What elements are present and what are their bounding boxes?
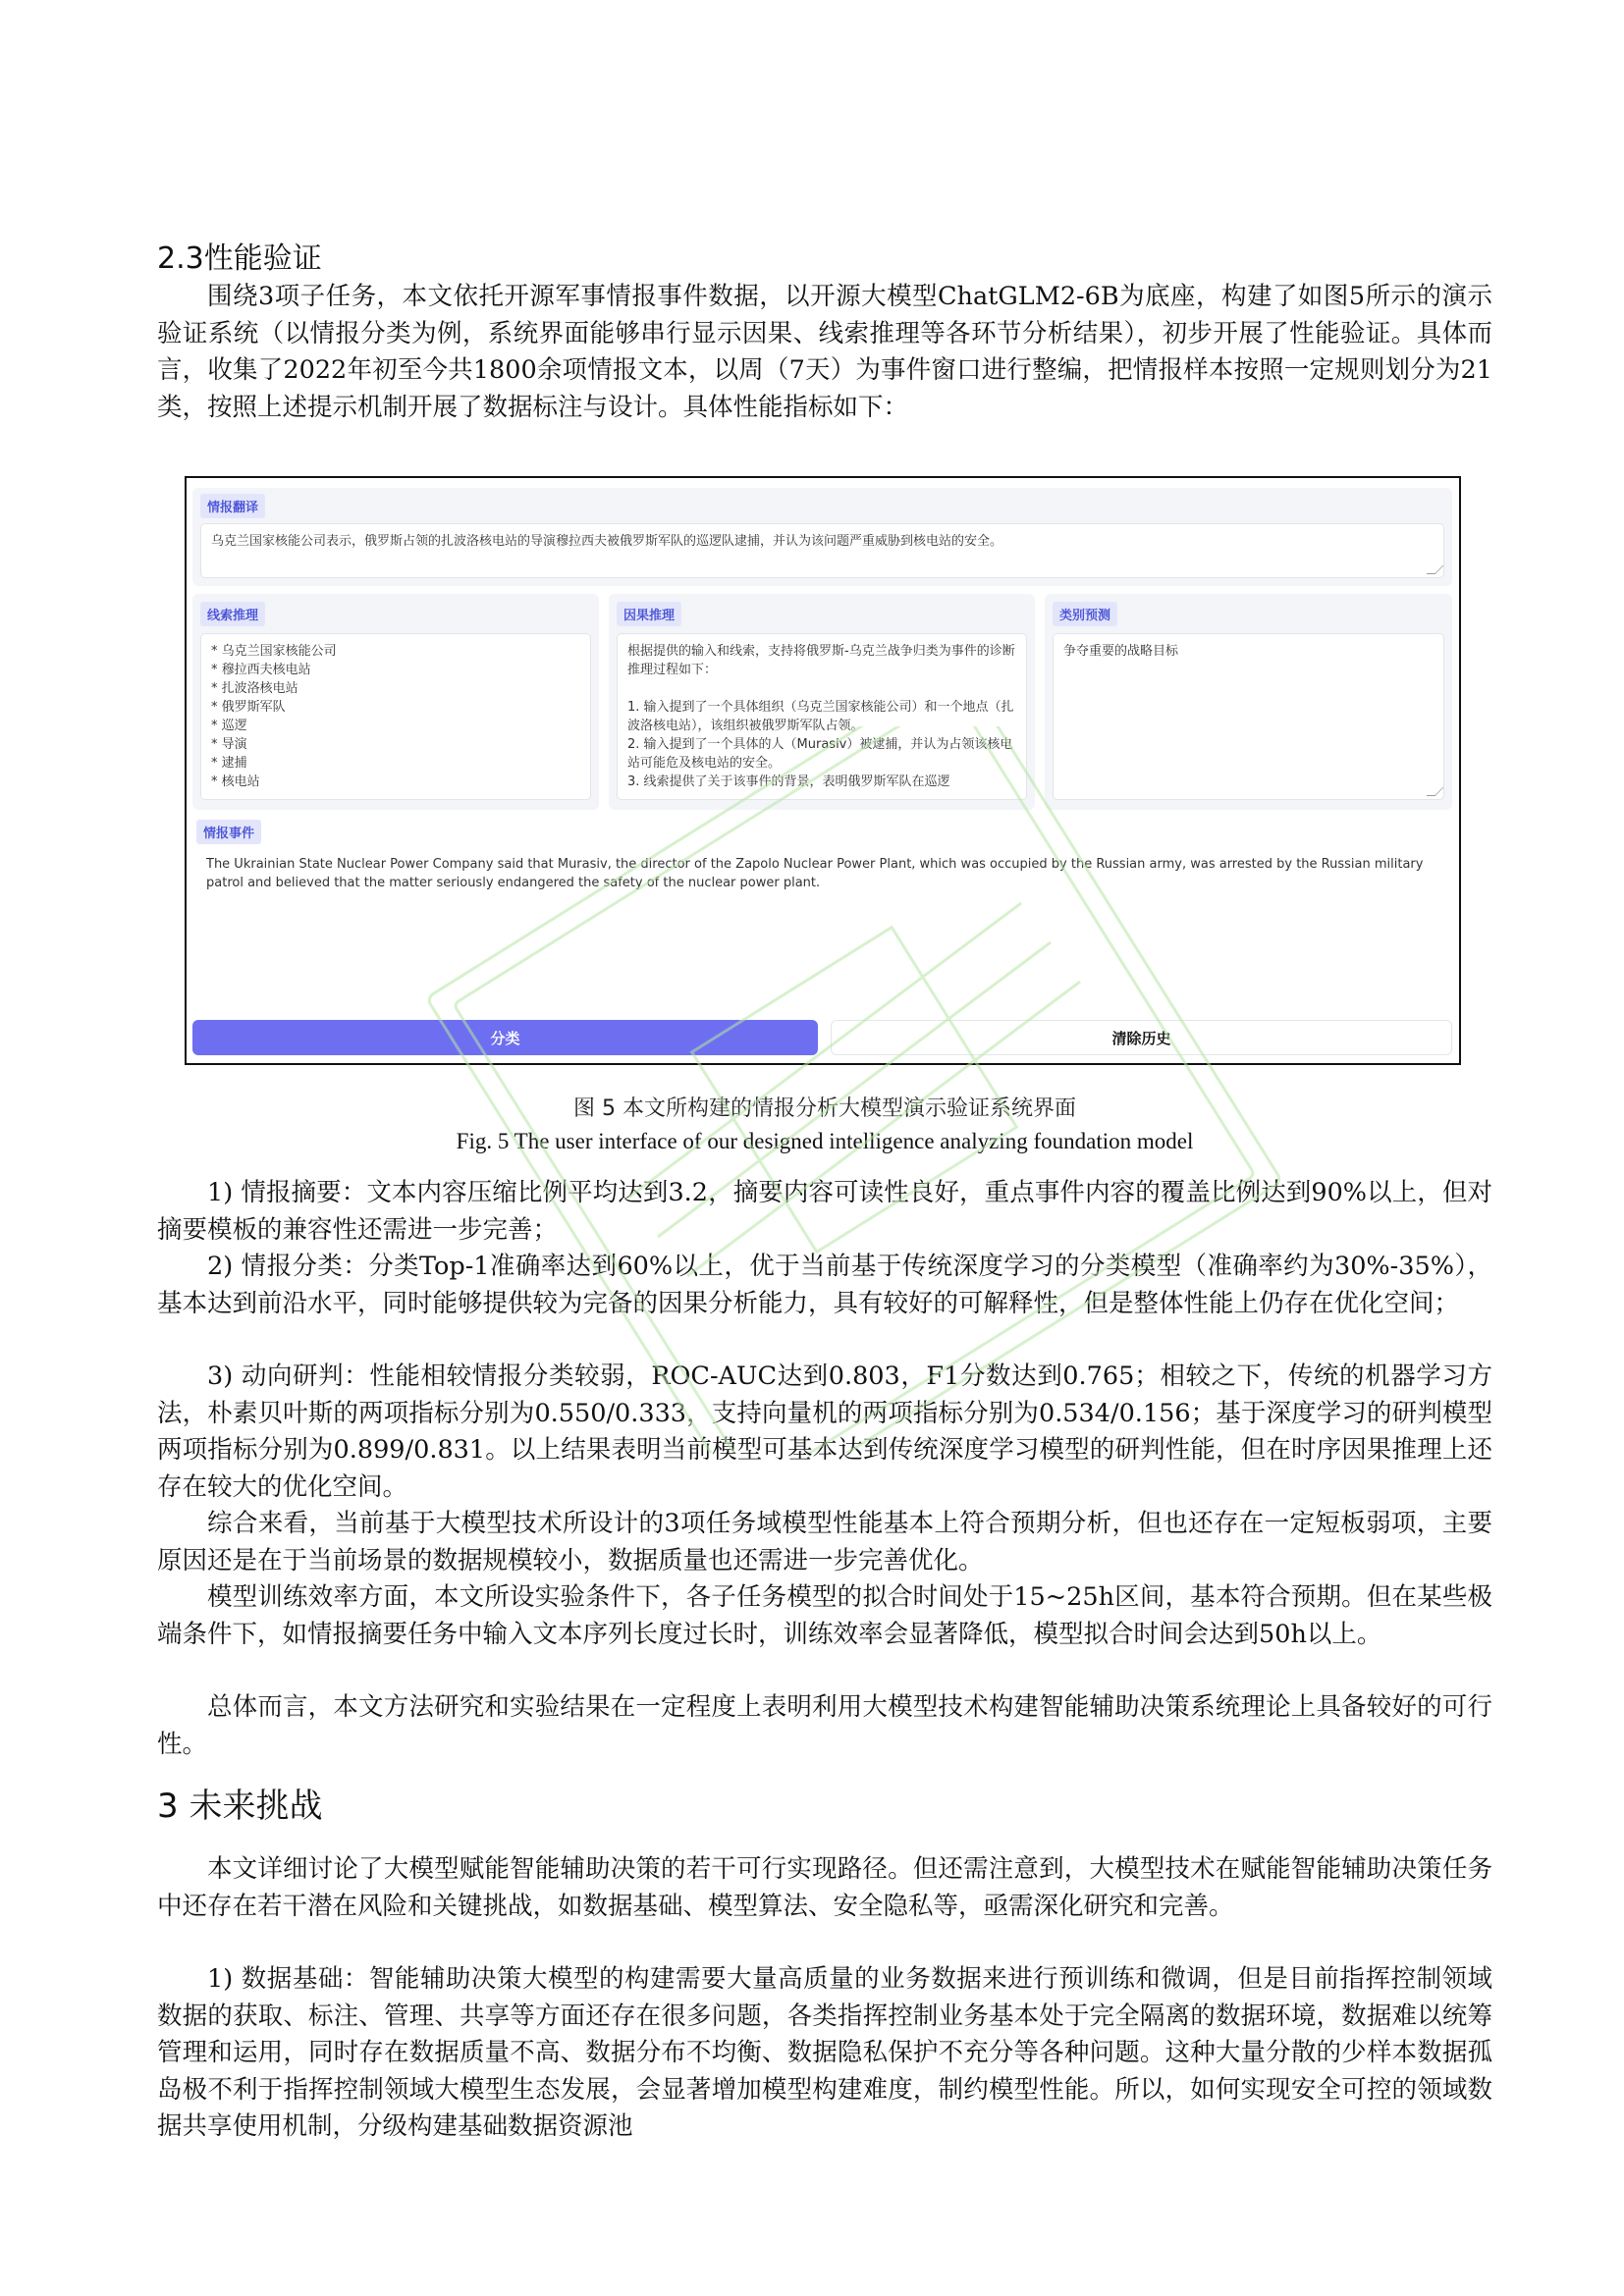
paragraph-data-foundation: 1) 数据基础：智能辅助决策大模型的构建需要大量高质量的业务数据来进行预训练和微调，但是目前指挥控制领域数据的获取、标注、管理、共享等方面还存在很多问题，各类指挥控制业务基本处于完全隔离的数据环境，数据难以统筹管理和运用，同时存在数据质量不高、数据分布不均衡、数据隐私保护不充分等各种问题。这种大量分散的少样本数据孤岛极不利于指挥控制领域大模型生态发展，会显著增加模型构建难度，制约模型性能。所以，如何实现安全可控的领域数据共享使用机制，分级构建基础数据资源池 — [157, 1964, 1492, 2141]
clue-item: * 核电站 — [211, 773, 580, 791]
paragraph-trend-result: 3) 动向研判：性能相较情报分类较弱，ROC-AUC达到0.803，F1分数达到0.765；相较之下，传统的机器学习方法，朴素贝叶斯的两项指标分别为0.550/0.333，支持向量机的两项指标分别为0.534/0.156；基于深度学习的研判模型两项指标分别为0.899/0.831。以上结果表明当前模型可基本达到传统深度学习模型的研判性能，但在时序因果推理上还存在较大的优化空间。 — [157, 1362, 1492, 1502]
paragraph-efficiency: 模型训练效率方面，本文所设实验条件下，各子任务模型的拟合时间处于15~25h区间，基本符合预期。但在某些极端条件下，如情报摘要任务中输入文本序列长度过长时，训练效率会显著降低，模型拟合时间会达到50h以上。 — [157, 1582, 1492, 1649]
figure-caption-zh: 图 5 本文所构建的情报分析大模型演示验证系统界面 — [573, 1096, 1076, 1121]
paragraph-overall: 综合来看，当前基于大模型技术所设计的3项任务域模型性能基本上符合预期分析，但也还存在一定短板弱项，主要原因还是在于当前场景的数据规模较小，数据质量也还需进一步完善优化。 — [157, 1509, 1492, 1575]
paragraph-summary-result: 1) 情报摘要：文本内容压缩比例平均达到3.2，摘要内容可读性良好，重点事件内容的覆盖比例达到90%以上，但对摘要模板的兼容性还需进一步完善； — [157, 1178, 1492, 1245]
clue-list — [211, 642, 580, 791]
cause-line: 1. 输入提到了一个具体组织（乌克兰国家核能公司）和一个地点（扎波洛核电站），该组织被俄罗斯军队占领。 — [627, 700, 1014, 733]
clue-tag: 线索推理 — [200, 602, 265, 626]
clue-panel — [192, 594, 599, 810]
clue-item: * 俄罗斯军队 — [211, 698, 580, 717]
clue-item: * 巡逻 — [211, 717, 580, 735]
clue-item: * 乌克兰国家核能公司 — [211, 642, 580, 661]
clue-item: * 穆拉西夫核电站 — [211, 661, 580, 679]
figure-caption-en: Fig. 5 The user interface of our designed intelligence analyzing foundation model — [456, 1129, 1194, 1153]
clue-item: * 逮捕 — [211, 754, 580, 773]
section-heading-performance: 2.3性能验证 — [157, 241, 322, 276]
translate-tag: 情报翻译 — [200, 494, 265, 518]
translate-output[interactable] — [200, 523, 1444, 578]
event-text: The Ukrainian State Nuclear Power Company said that Murasiv, the director of the Zapolo Nuclear Power Plant, which was occupied by the Russian army, was arrested by the Russian military patrol and believed that the matter seriously endangered the safety of the nuclear power plant. — [206, 857, 1424, 890]
classify-button[interactable]: 分类 — [192, 1020, 818, 1055]
translate-panel — [192, 488, 1452, 586]
paragraph-challenges-intro: 本文详细讨论了大模型赋能智能辅助决策的若干可行实现路径。但还需注意到，大模型技术在赋能智能辅助决策任务中还存在若干潜在风险和关键挑战，如数据基础、模型算法、安全隐私等，亟需深化研究和完善。 — [157, 1854, 1492, 1921]
cause-line: 3. 线索提供了关于该事件的背景，表明俄罗斯军队在巡逻 — [627, 774, 950, 789]
category-tag: 类别预测 — [1053, 602, 1117, 626]
category-text: 争夺重要的战略目标 — [1063, 644, 1179, 659]
paragraph-conclusion: 总体而言，本文方法研究和实验结果在一定程度上表明利用大模型技术构建智能辅助决策系统理论上具备较好的可行性。 — [157, 1692, 1492, 1759]
cause-line: 2. 输入提到了一个具体的人（Murasiv）被逮捕，并认为占领该核电站可能危及核电站的安全。 — [627, 737, 1013, 771]
event-input[interactable] — [196, 847, 1448, 1004]
resize-handle-icon[interactable] — [1427, 565, 1444, 574]
translate-text: 乌克兰国家核能公司表示，俄罗斯占领的扎波洛核电站的导演穆拉西夫被俄罗斯军队的巡逻队逮捕，并认为该问题严重威胁到核电站的安全。 — [211, 534, 1003, 549]
category-output[interactable] — [1053, 633, 1444, 800]
clue-item: * 扎波洛核电站 — [211, 679, 580, 698]
cause-line: 根据提供的输入和线索，支持将俄罗斯-乌克兰战争归类为事件的诊断推理过程如下： — [627, 644, 1015, 677]
clear-history-button[interactable]: 清除历史 — [831, 1020, 1452, 1055]
event-tag: 情报事件 — [196, 820, 261, 844]
cause-panel — [609, 594, 1035, 810]
section-heading-future: 3 未来挑战 — [157, 1787, 323, 1826]
cause-line — [627, 679, 1016, 698]
category-panel — [1045, 594, 1452, 810]
paragraph-intro: 围绕3项子任务，本文依托开源军事情报事件数据，以开源大模型ChatGLM2-6B为底座，构建了如图5所示的演示验证系统（以情报分类为例，系统界面能够串行显示因果、线索推理等各环节分析结果），初步开展了性能验证。具体而言，收集了2022年初至今共1800余项情报文本，以周（7天）为事件窗口进行整编，把情报样本按照一定规则划分为21类，按照上述提示机制开展了数据标注与设计。具体性能指标如下： — [157, 282, 1492, 422]
cause-text — [627, 642, 1016, 791]
resize-handle-icon[interactable] — [1427, 787, 1444, 796]
clue-output[interactable] — [200, 633, 591, 800]
paragraph-classification-result: 2) 情报分类：分类Top-1准确率达到60%以上，优于当前基于传统深度学习的分类模型（准确率约为30%-35%），基本达到前沿水平，同时能够提供较为完备的因果分析能力，具有较好的可解释性，但是整体性能上仍存在优化空间； — [157, 1252, 1492, 1318]
cause-tag: 因果推理 — [617, 602, 681, 626]
cause-output[interactable] — [617, 633, 1027, 800]
event-panel — [192, 816, 1452, 1012]
clue-item: * 导演 — [211, 735, 580, 754]
figure-demo-ui — [185, 476, 1461, 1065]
